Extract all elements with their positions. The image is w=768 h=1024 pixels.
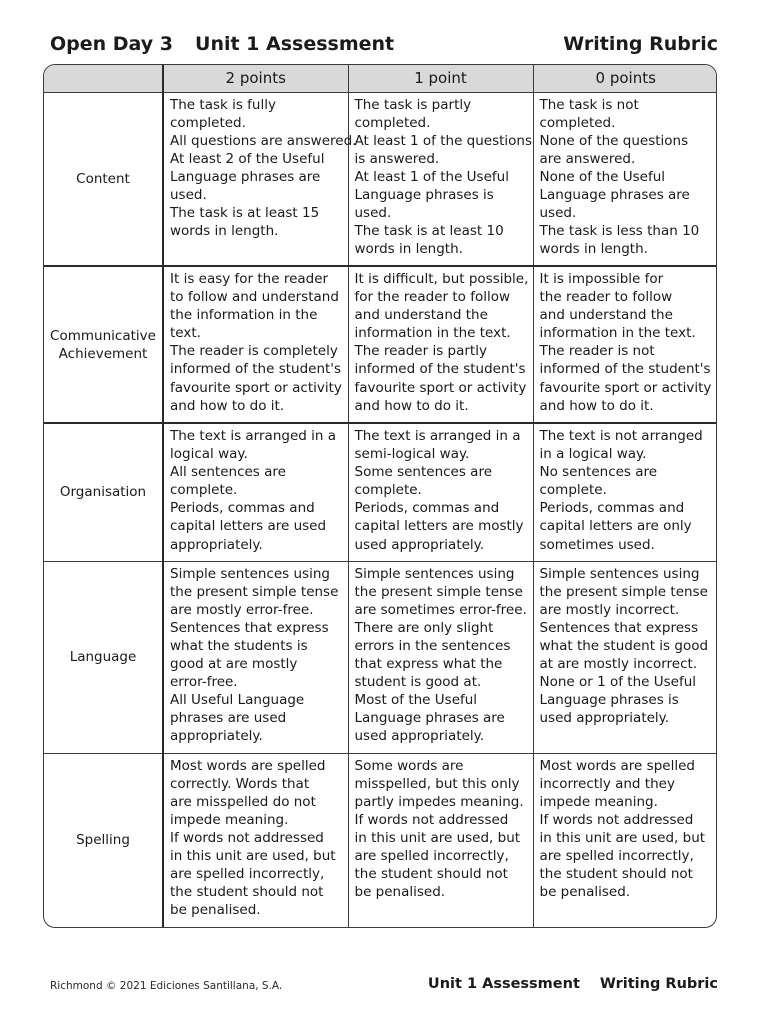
descriptor-line: At least 1 of the questions [354,132,533,149]
descriptor-line: If words not addressed [539,811,694,828]
descriptor-line: Periods, commas and [354,500,500,517]
descriptor-line: All sentences are [170,464,286,481]
criterion-label [44,753,163,927]
descriptor-line: are mostly error-free. [170,601,314,618]
descriptor-line: Language phrases are [354,710,505,727]
descriptor-line: are misspelled do not [170,793,316,810]
descriptor-line: complete. [354,482,422,499]
descriptor-line: incorrectly and they [539,775,675,792]
descriptor-line: and understand the [539,307,673,324]
descriptor-line: is answered. [354,150,440,167]
descriptor-line: The task is less than 10 [539,223,700,240]
descriptor-line: used. [539,205,577,222]
descriptor-line: Simple sentences using [539,565,700,582]
descriptor-line: are spelled incorrectly, [354,847,509,864]
descriptor-cell [163,561,348,753]
descriptor-line: are sometimes error-free. [354,601,527,618]
footer-title [428,974,718,994]
descriptor-line: Most words are spelled [170,757,326,774]
criterion-line: Organisation [59,484,147,501]
descriptor-line: phrases are used [170,710,287,727]
descriptor-cell [348,753,533,927]
criterion-label [44,92,163,266]
descriptor-line: are answered. [539,150,636,167]
descriptor-line: None or 1 of the Useful [539,674,697,691]
descriptor-line: The reader is partly [354,343,487,360]
rubric-title: Writing Rubric [563,33,718,55]
course-title: Open Day 3 [50,33,174,55]
descriptor-line: Language phrases are [170,168,321,185]
rubric-body [44,92,717,927]
column-header-2-points: 2 points [163,65,348,92]
descriptor-line: words in length. [539,241,648,258]
descriptor-line: Some words are [354,757,464,774]
descriptor-line: All questions are answered. [170,132,357,149]
descriptor-line: good at are mostly [170,655,298,672]
header-row [44,65,717,92]
descriptor-line: impede meaning. [539,793,658,810]
descriptor-line: completed. [170,114,246,131]
descriptor-line: Language phrases are [539,186,690,203]
descriptor-line: that express what the [354,655,503,672]
descriptor-line: information in the text. [539,325,696,342]
descriptor-line: in this unit are used, but [354,829,521,846]
criterion-label [44,423,163,561]
descriptor-line: the present simple tense [170,583,339,600]
descriptor-line: At least 1 of the Useful [354,168,509,185]
descriptor-line: the present simple tense [354,583,523,600]
descriptor-line: Language phrases is [539,692,679,709]
descriptor-cell [348,92,533,266]
descriptor-line: are spelled incorrectly, [170,866,325,883]
footer-assessment: Unit 1 Assessment [427,976,580,992]
descriptor-line: error-free. [170,674,238,691]
descriptor-line: favourite sport or activity [354,379,527,396]
descriptor-line: used appropriately. [354,536,485,553]
descriptor-line: favourite sport or activity [170,379,342,396]
descriptor-line: what the student is good [539,637,709,654]
descriptor-line: correctly. Words that [170,775,310,792]
descriptor-line: informed of the student's [170,361,342,378]
descriptor-line: used. [354,205,392,222]
descriptor-line: are mostly incorrect. [539,601,680,618]
descriptor-line: in this unit are used, but [170,847,336,864]
descriptor-line: the reader to follow [539,289,673,306]
descriptor-line: and understand the [354,307,488,324]
column-header-1-point: 1 point [348,65,533,92]
descriptor-line: completed. [354,114,431,131]
descriptor-line: partly impedes meaning. [354,793,524,810]
descriptor-line: the present simple tense [539,583,708,600]
descriptor-line: Simple sentences using [354,565,515,582]
descriptor-line: All Useful Language [170,692,305,709]
descriptor-cell [163,266,348,423]
descriptor-line: Most of the Useful [354,692,478,709]
header-left [50,30,394,58]
criterion-line: Language [69,649,137,665]
descriptor-line: are spelled incorrectly, [539,847,694,864]
descriptor-line: None of the Useful [539,168,666,185]
descriptor-line: student is good at. [354,674,482,691]
descriptor-cell [163,423,348,561]
descriptor-line: It is difficult, but possible, [354,271,529,287]
descriptor-line: It is easy for the reader [170,271,329,287]
descriptor-line: informed of the student's [539,361,711,378]
descriptor-line: The task is not [539,96,639,113]
criterion-label [44,266,163,423]
descriptor-line: what the students is [170,637,308,654]
criterion-line: Achievement [58,345,148,362]
corner-cell [44,65,163,92]
descriptor-line: capital letters are mostly [354,518,524,535]
rubric-row [44,753,717,927]
assessment-title: Unit 1 Assessment [195,33,395,55]
rubric-row [44,423,717,561]
descriptor-line: The text is arranged in a [354,428,521,444]
criterion-line: Spelling [76,832,130,849]
descriptor-cell [533,423,717,561]
descriptor-line: Periods, commas and [170,500,315,517]
descriptor-line: Sentences that express [539,619,699,636]
descriptor-line: The reader is completely [170,343,338,360]
descriptor-line: and how to do it. [539,397,654,414]
criterion-label [44,561,163,753]
descriptor-line: errors in the sentences [354,637,511,654]
descriptor-line: sometimes used. [539,536,655,553]
descriptor-line: None of the questions [539,132,689,149]
criterion-line: Communicative [50,327,156,344]
descriptor-cell [533,561,717,753]
descriptor-line: used appropriately. [354,728,485,745]
descriptor-line: the student should not [539,866,693,883]
descriptor-line: words in length. [170,223,279,240]
descriptor-cell [163,92,357,266]
descriptor-line: words in length. [354,241,463,258]
descriptor-line: Simple sentences using [170,565,330,582]
descriptor-line: Language phrases is [354,186,494,203]
rubric-row [44,561,717,753]
page-header [50,30,718,58]
descriptor-line: The task is partly [354,96,472,113]
descriptor-line: The task is fully [170,96,276,113]
descriptor-line: capital letters are only [539,518,692,535]
descriptor-line: the student should not [170,884,324,901]
footer-rubric: Writing Rubric [599,976,718,992]
descriptor-line: Periods, commas and [539,500,685,517]
descriptor-line: completed. [539,114,616,131]
descriptor-line: and how to do it. [354,397,469,414]
descriptor-line: to follow and understand [170,289,339,306]
descriptor-line: used appropriately. [539,710,670,727]
rubric-row [44,92,717,266]
descriptor-line: At least 2 of the Useful [170,150,325,167]
descriptor-line: informed of the student's [354,361,526,378]
descriptor-line: be penalised. [354,884,446,901]
descriptor-line: It is impossible for [539,271,664,287]
descriptor-line: Sentences that express [170,619,329,636]
descriptor-line: text. [170,325,201,342]
descriptor-line: The reader is not [539,343,655,360]
descriptor-cell [533,92,717,266]
descriptor-line: used. [170,186,207,203]
descriptor-line: favourite sport or activity [539,379,712,396]
descriptor-cell [163,753,348,927]
descriptor-cell [533,753,717,927]
descriptor-line: logical way. [170,446,248,463]
descriptor-cell [348,561,533,753]
descriptor-line: be penalised. [539,884,631,901]
descriptor-line: and how to do it. [170,397,285,414]
descriptor-line: in a logical way. [539,446,647,463]
rubric-table-frame [43,64,717,928]
criterion-line: Content [76,170,130,187]
descriptor-line: semi-logical way. [354,446,470,463]
descriptor-line: There are only slight [354,619,494,636]
descriptor-line: The text is arranged in a [170,428,336,444]
descriptor-line: The task is at least 15 [170,205,320,222]
rubric-table [44,65,717,927]
descriptor-cell [533,266,717,423]
descriptor-line: Some sentences are [354,464,493,481]
descriptor-cell [348,266,533,423]
descriptor-line: for the reader to follow [354,289,511,306]
descriptor-line: complete. [170,482,238,499]
descriptor-line: If words not addressed [170,829,324,846]
rubric-row [44,266,717,423]
descriptor-line: appropriately. [170,536,263,553]
descriptor-line: misspelled, but this only [354,775,520,792]
descriptor-line: If words not addressed [354,811,509,828]
descriptor-line: The task is at least 10 [354,223,504,240]
descriptor-line: the student should not [354,866,508,883]
descriptor-line: information in the text. [354,325,511,342]
descriptor-line: No sentences are [539,464,658,481]
descriptor-line: in this unit are used, but [539,829,706,846]
descriptor-line: capital letters are used [170,518,327,535]
copyright-notice: Richmond © 2021 Ediciones Santillana, S.A. [50,980,283,992]
descriptor-line: The text is not arranged [539,428,703,444]
descriptor-line: appropriately. [170,728,263,745]
descriptor-line: be penalised. [170,902,261,919]
descriptor-cell [348,423,533,561]
descriptor-line: complete. [539,482,607,499]
descriptor-line: at are mostly incorrect. [539,655,698,672]
descriptor-line: impede meaning. [170,811,289,828]
descriptor-line: the information in the [170,307,318,324]
column-header-0-points: 0 points [533,65,717,92]
descriptor-line: Most words are spelled [539,757,695,774]
